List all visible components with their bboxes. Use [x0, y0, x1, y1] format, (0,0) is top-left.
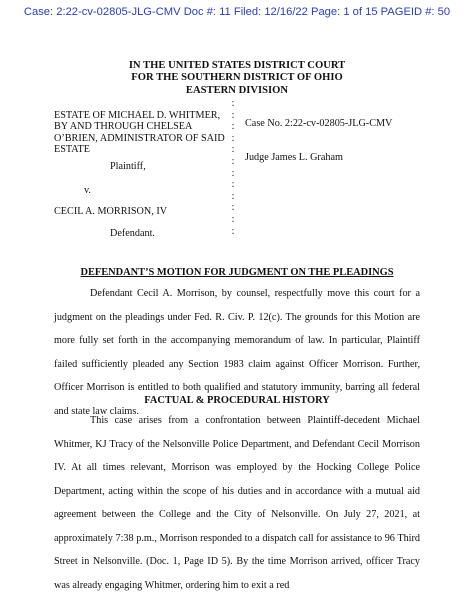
court-heading-line-1: IN THE UNITED STATES DISTRICT COURT [128, 60, 346, 71]
court-heading-line-3: EASTERN DIVISION [185, 84, 289, 96]
section-title: FACTUAL & PROCEDURAL HISTORY [144, 395, 330, 406]
plaintiff-caption-line: ESTATE [54, 144, 90, 156]
plaintiff-caption-line: ESTATE OF MICHAEL D. WHITMER, [54, 110, 221, 121]
court-heading [0, 60, 474, 97]
caption-colon-divider: : : : : : : : : : : : : [231, 98, 235, 237]
court-heading-line-2: FOR THE SOUTHERN DISTRICT OF OHIO [131, 72, 343, 84]
plaintiff-role: Plaintiff, [110, 161, 146, 172]
motion-title: DEFENDANT’S MOTION FOR JUDGMENT ON THE PLEADINGS [80, 267, 394, 278]
case-header-stamp: Case: 2:22-cv-02805-JLG-CMV Doc #: 11 Filed: 12/16/22 Page: 1 of 15 PAGEID #: 50 [23, 6, 451, 18]
defendant-name: CECIL A. MORRISON, IV [54, 206, 168, 217]
versus-label: v. [84, 185, 91, 196]
plaintiff-caption-line: O’BRIEN, ADMINISTRATOR OF SAID [54, 132, 225, 144]
judge-name: Judge James L. Graham [245, 152, 343, 163]
defendant-role: Defendant. [110, 228, 155, 239]
history-paragraph: This case arises from a confrontation between Plaintiff-decedent Michael Whitmer, KJ Tracy of the Nelsonville Police Department, and Defendant Cecil Morrison IV. At all times relevant, Morrison was employed by the Hocking College Police Department, acting within the scope of his duties and in accordance with a mutual aid agreement between the College and the City of Nelsonville. On July 27, 2021, at approximately 7:38 p.m., Morrison responded to a dispatch call for assistance to 96 Third Street in Nelsonville. (Doc. 1, Page ID 5). By the time Morrison arrived, officer Tracy was already engaging Whitmer, ordering him to exit a red [54, 415, 420, 591]
plaintiff-caption-line: BY AND THROUGH CHELSEA [54, 121, 193, 133]
plaintiff-caption [54, 110, 232, 156]
motion-paragraph: Defendant Cecil A. Morrison, by counsel, respectfully move this court for a judgment on the pleadings under Fed. R. Civ. P. 12(c). The grounds for this Motion are more fully set forth in the accompanying memorandum of law. In particular, Plaintiff failed sufficiently pleaded any Section 1983 claim against Officer Morrison. Further, Officer Morrison is entitled to both qualified and statutory immunity, barring all federal and state law claims. [54, 288, 420, 417]
case-number: Case No. 2:22-cv-02805-JLG-CMV [245, 118, 393, 129]
